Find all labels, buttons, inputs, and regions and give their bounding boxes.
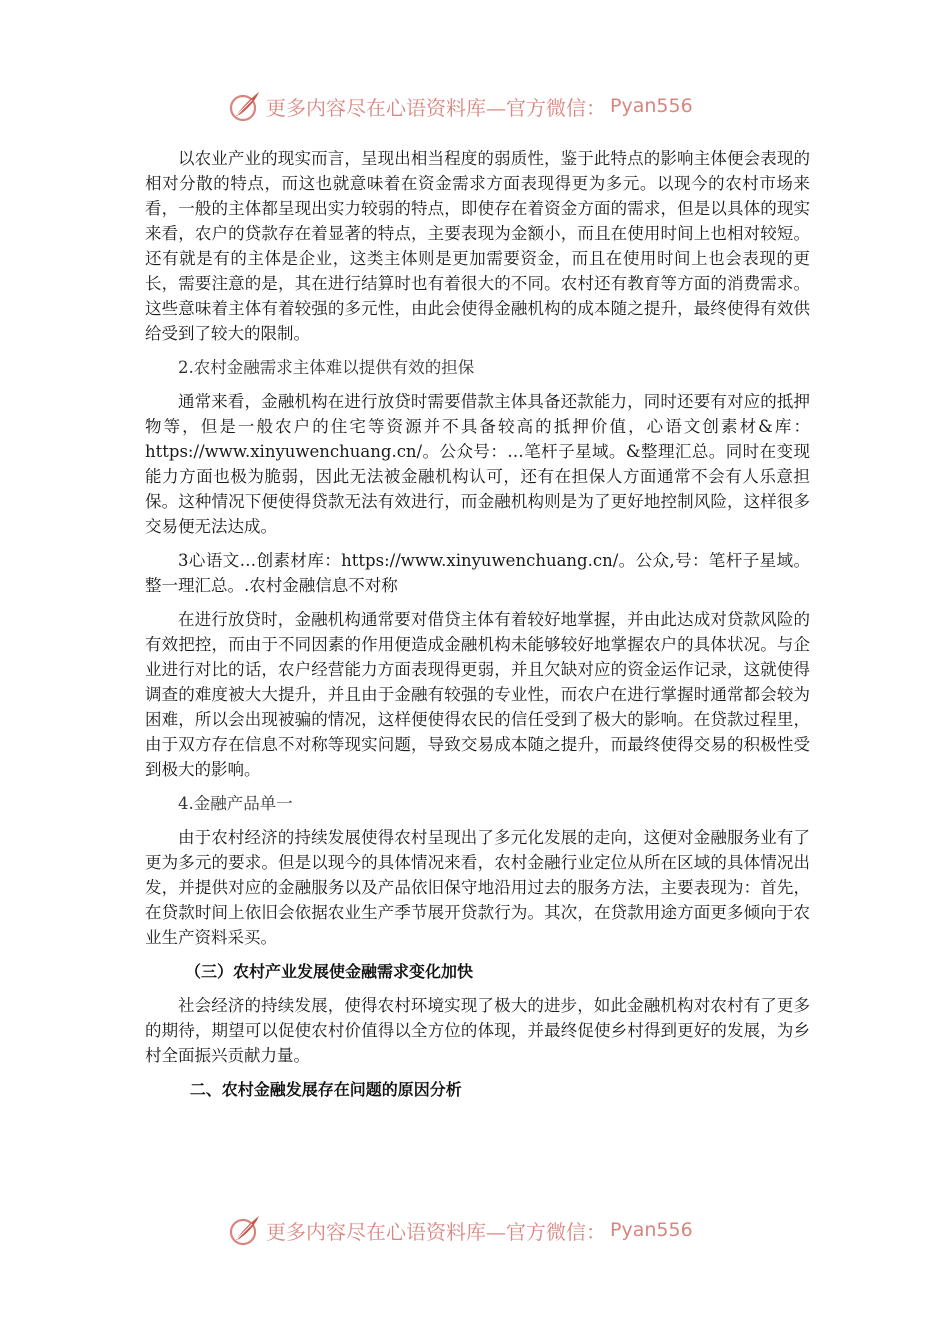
section-heading-2: 二、农村金融发展存在问题的原因分析 (189, 1080, 462, 1099)
watermark-text: 更多内容尽在心语资料库—官方微信： (266, 95, 606, 120)
quill-pen-icon (228, 1213, 262, 1247)
paragraph-info-title: 3心语文…创素材库：https://www.xinyuwenchuang.cn/。公众,号：笔杆子星域。整一理汇总。.农村金融信息不对称 (145, 551, 810, 595)
watermark-handle: Pyan556 (610, 95, 693, 117)
paragraph-intro: 以农业产业的现实而言，呈现出相当程度的弱质性，鉴于此特点的影响主体便会表现的相对分散的特点，而这也就意味着在资金需求方面表现得更为多元。以现今的农村市场来看，一般的主体都呈现出实力较弱的特点，即使存在着资金方面的需求，但是以具体的现实来看，农户的贷款存在着显著的特点，主要表现为金额小，而且在使用时间上也相对较短。还有就是有的主体是企业，这类主体则是更加需要资金，而且在使用时间上也会表现的更长，需要注意的是，其在进行结算时也有着很大的不同。农村还有教育等方面的消费需求。这些意味着主体有着较强的多元性，由此会使得金融机构的成本随之提升，最终使得有效供给受到了较大的限制。 (145, 149, 810, 343)
section-heading-3: （三）农村产业发展使金融需求变化加快 (185, 962, 474, 981)
paragraph-guarantee: 通常来看，金融机构在进行放贷时需要借款主体具备还款能力，同时还要有对应的抵押物等，但是一般农户的住宅等资源并不具备较高的抵押价值，心语文创素材&库：https://www.xinyuwenchuang.cn/。公众号：…笔杆子星域。&整理汇总。同时在变现能力方面也极为脆弱，因此无法被金融机构认可，还有在担保人方面通常不会有人乐意担保。这种情况下便使得贷款无法有效进行，而金融机构则是为了更好地控制风险，这样很多交易便无法达成。 (145, 392, 810, 536)
quill-pen-icon (228, 89, 262, 123)
paragraph-development: 社会经济的持续发展，使得农村环境实现了极大的进步，如此金融机构对农村有了更多的期待，期望可以促使农村价值得以全方位的体现，并最终促使乡村得到更好的发展，为乡村全面振兴贡献力量。 (145, 996, 810, 1065)
paragraph-info-asymmetry: 在进行放贷时，金融机构通常要对借贷主体有着较好地掌握，并由此达成对贷款风险的有效把控，而由于不同因素的作用便造成金融机构未能够较好地掌握农户的具体状况。与企业进行对比的话，农户经营能力方面表现得更弱，并且欠缺对应的资金运作记录，这就使得调查的难度被大大提升，并且由于金融有较强的专业性，而农户在进行掌握时通常都会较为困难，所以会出现被骗的情况，这样便使得农民的信任受到了极大的影响。在贷款过程里，由于双方存在信息不对称等现实问题，导致交易成本随之提升，而最终使得交易的积极性受到极大的影响。 (145, 610, 810, 779)
footer-watermark (228, 1210, 693, 1250)
paragraph-products: 由于农村经济的持续发展使得农村呈现出了多元化发展的走向，这便对金融服务业有了更为多元的要求。但是以现今的具体情况来看，农村金融行业定位从所在区域的具体情况出发，并提供对应的金融服务以及产品依旧保守地沿用过去的服务方法，主要表现为：首先，在贷款时间上依旧会依据农业生产季节展开贷款行为。其次，在贷款用途方面更多倾向于农业生产资料采买。 (145, 828, 810, 947)
watermark-text: 更多内容尽在心语资料库—官方微信： (266, 1219, 606, 1244)
subheading-single-product: 4.金融产品单一 (178, 794, 293, 813)
watermark-handle: Pyan556 (610, 1219, 693, 1241)
document-body (145, 146, 810, 1102)
header-watermark (228, 86, 693, 126)
subheading-guarantee: 2.农村金融需求主体难以提供有效的担保 (178, 358, 475, 377)
